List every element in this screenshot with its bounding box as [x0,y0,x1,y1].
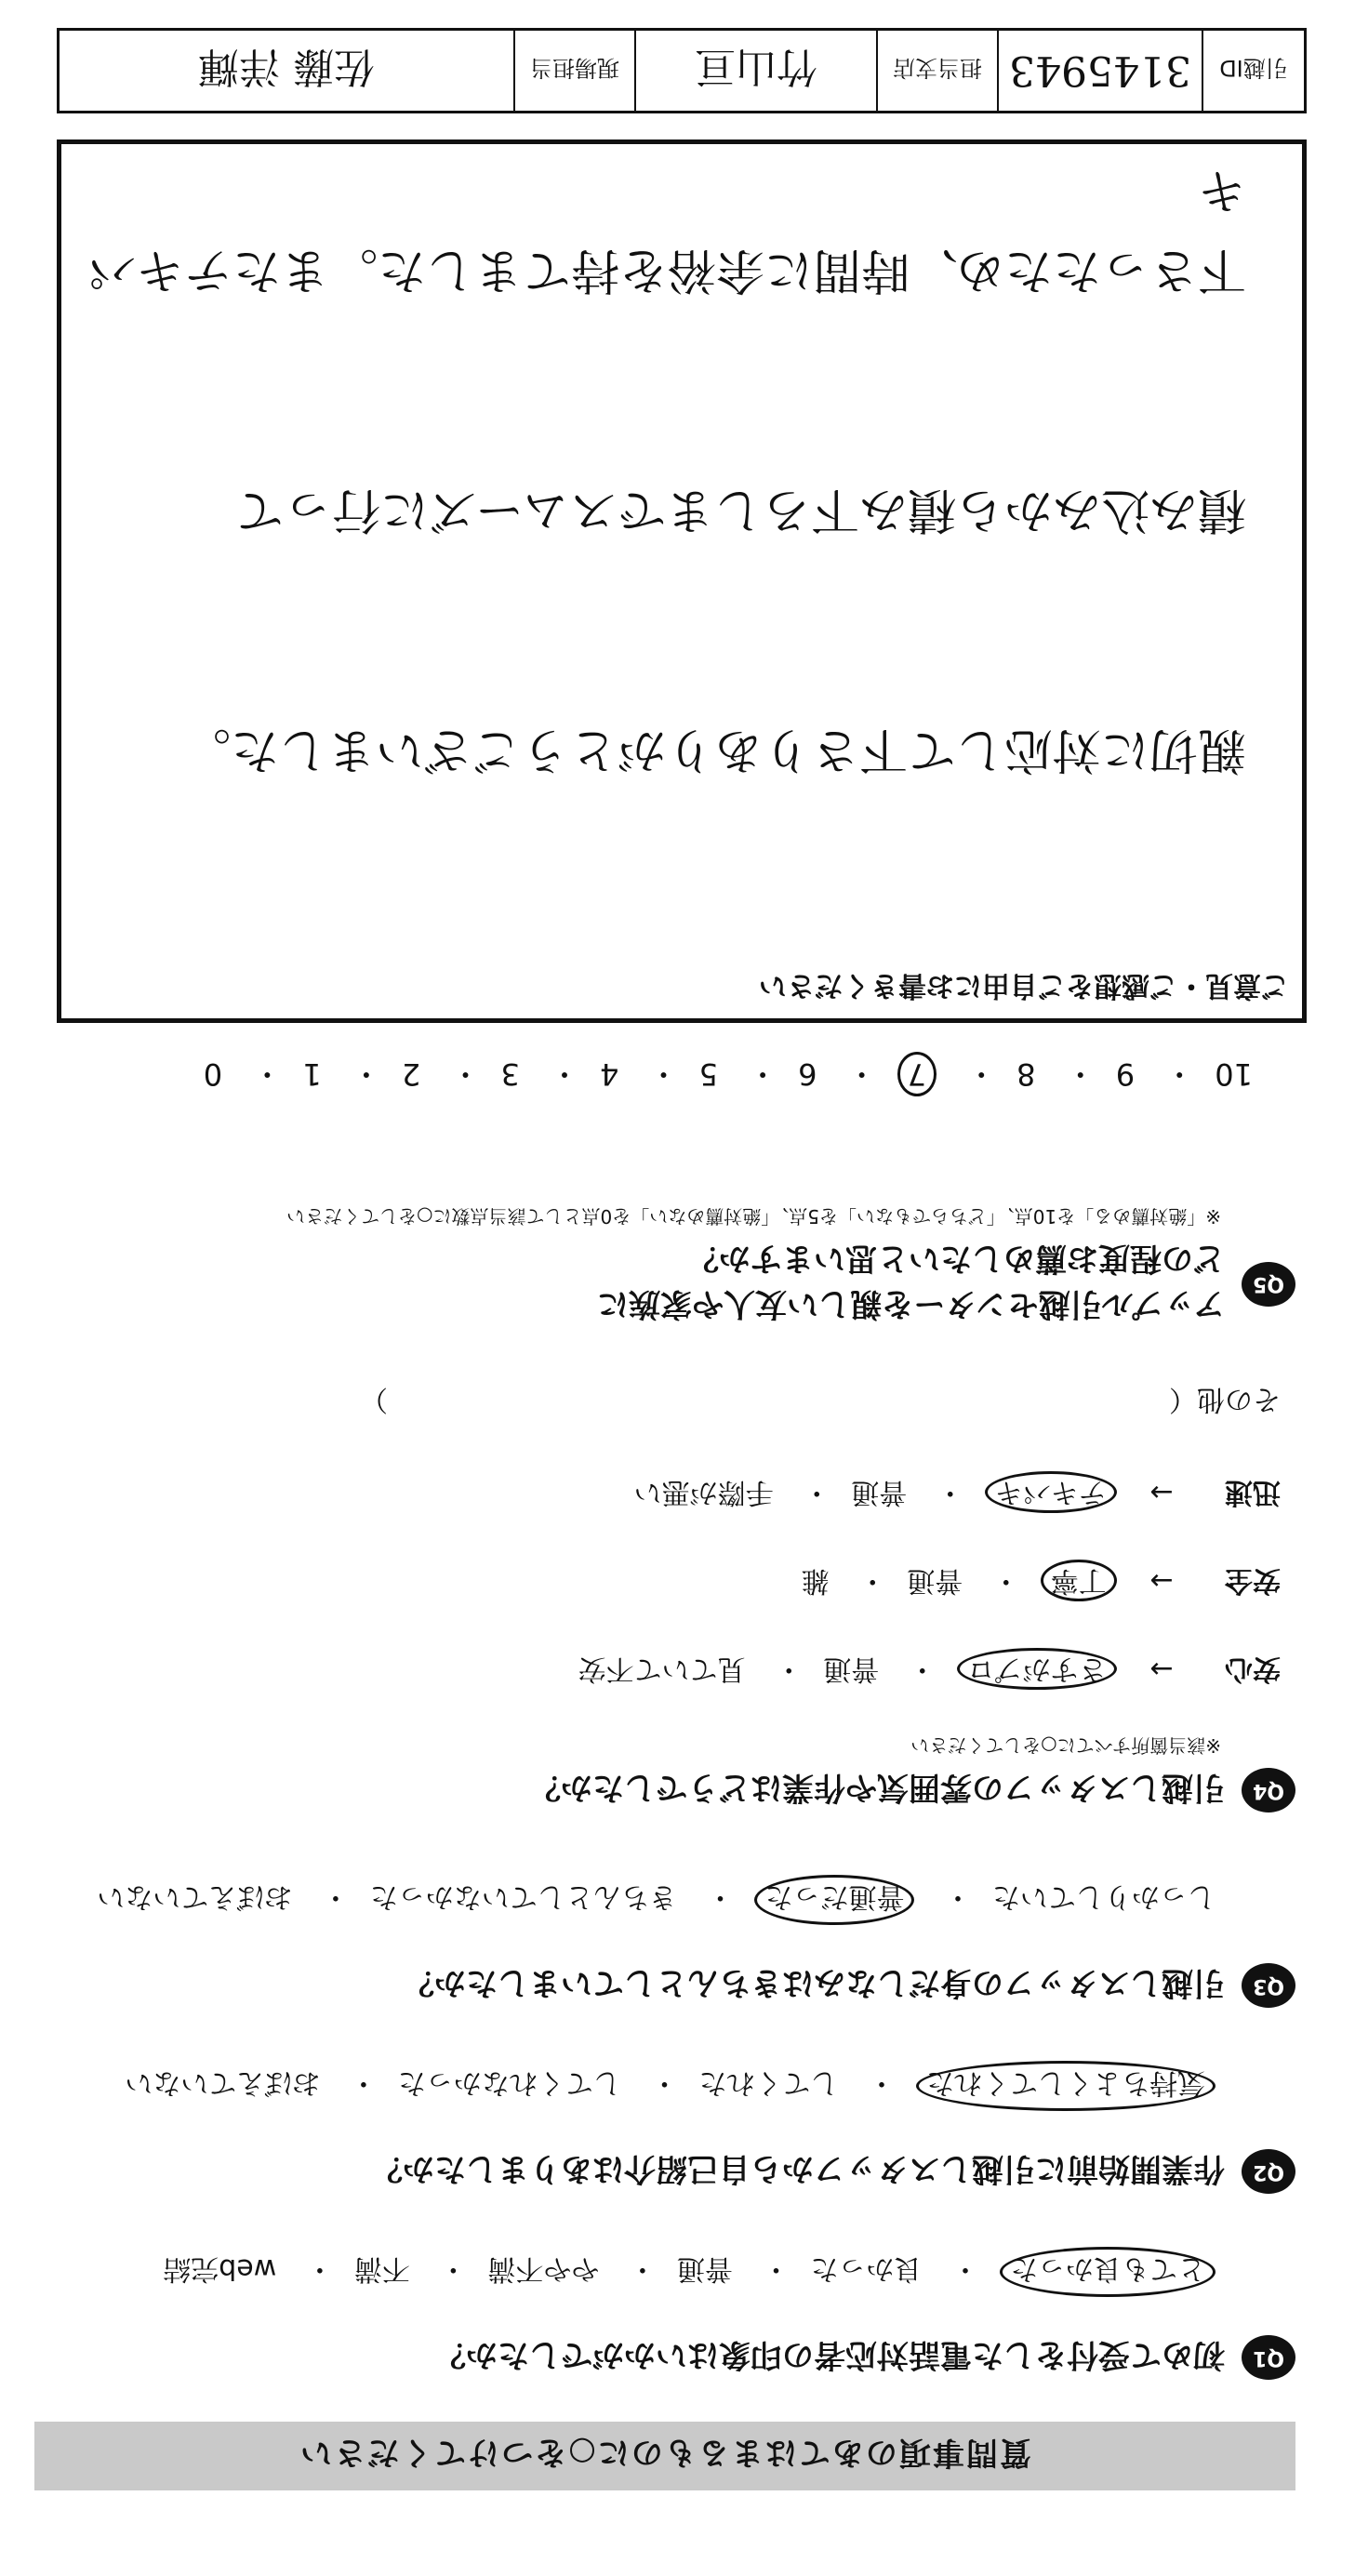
score[interactable]: 10 [1215,1056,1253,1092]
q4-row-jinsoku: 迅速 → テキパキ・ 普通・ 手際が悪い [634,1475,1281,1516]
q1-option[interactable]: やや不満 [487,2252,600,2285]
q1-option[interactable]: 良かった [810,2252,923,2285]
q5-note: ※「絶対薦める」を10点、「どちらでもない」を5点、「絶対薦めない」を0点として該当点数に○をしてください [286,1205,1221,1228]
comment-line: 下さったため、時間に余裕を持てました。またテキパキ [87,162,1246,298]
q4-option[interactable]: 普通 [907,1564,963,1597]
question-5 [34,1204,1295,1330]
label-staff: 現場担当 [513,31,634,111]
q3-options: しっかりしていた・ 普通だった・ きちんとしていなかった・ おぼえていない [97,1875,1216,1925]
instruction-banner: 質問事項のあてはまるものに○をつけてください [34,2422,1295,2490]
score[interactable]: 2 [401,1056,421,1092]
q5-scale: 10・ 9・ 8・ 7・ 6・ 5・ 4・ 3・ 2・ 1・ 0 [204,1055,1253,1097]
q4-row-anshin: 安心 → さすがプロ・ 普通・ 見ていて不安 [578,1652,1281,1693]
meta-table [57,28,1307,113]
q4-option[interactable]: さすがプロ [957,1648,1117,1690]
q5-text: アップル引越センターを親しい友人や家族に [597,1285,1225,1322]
score[interactable]: 0 [203,1056,223,1092]
score[interactable]: 8 [1016,1056,1036,1092]
comments-heading: ご意見・ご感想をご自由にお書きください [759,969,1289,1002]
row-label: 迅速 [1225,1476,1281,1508]
q3-option[interactable]: 普通だった [754,1875,914,1925]
q1-options: とても良かった・ 良かった・ 普通・ やや不満・ 不満・ web完結 [163,2247,1216,2297]
score[interactable]: 4 [600,1056,619,1092]
comments-box[interactable] [57,139,1307,1023]
score[interactable]: 3 [500,1056,520,1092]
q5-mark: Q5 [1242,1262,1295,1307]
arrow-icon: → [1149,1653,1174,1685]
q3-option[interactable]: おぼえていない [97,1880,293,1913]
score[interactable]: 9 [1115,1056,1136,1092]
q3-mark: Q3 [1242,1964,1295,2009]
comment-line: 積み込みから積み下ろしまでスムーズに行って [235,482,1246,538]
question-1 [34,2335,1295,2381]
value-branch: 竹山亘 [634,31,876,111]
q2-option[interactable]: おぼえていない [125,2066,321,2099]
q1-option[interactable]: web完結 [163,2252,277,2285]
arrow-icon: → [1149,1476,1174,1508]
q4-option[interactable]: 見ていて不安 [578,1653,746,1685]
row-label: 安心 [1225,1653,1281,1685]
q4-other[interactable]: その他（ ） [360,1383,1281,1415]
q4-row-anzen: 安全 → 丁寧・ 普通・ 雑 [802,1563,1281,1604]
q3-text: 引越しスタッフの身だしなみはきちんとしていましたか？ [403,1964,1225,2001]
question-4 [34,1733,1295,1813]
q4-option[interactable]: 普通 [851,1476,908,1508]
label-move-id: 引越ID [1202,31,1304,111]
question-2 [34,2149,1295,2195]
q4-option[interactable]: 丁寧 [1041,1560,1117,1601]
value-staff: 佐藤 洋輝 [198,43,375,90]
q4-mark: Q4 [1242,1769,1295,1813]
q3-option[interactable]: きちんとしていなかった [369,1880,677,1913]
comments-text [61,0,1246,949]
q4-note: ※該当箇所すべてに○をしてください [910,1734,1221,1757]
q2-options: 気持ちよくしてくれた・ してくれた・ してくれなかった・ おぼえていない [125,2061,1216,2111]
q5-text-2: どの程度お薦めしたいと思いますか？ [687,1240,1225,1277]
q1-text: 初めて受付をした電話対応者の印象はいかがでしたか？ [434,2336,1225,2373]
score[interactable]: 5 [698,1056,718,1092]
q4-option[interactable]: テキパキ [985,1471,1117,1513]
value-move-id: 3145943 [997,31,1202,111]
comment-line: 親切に対応して下さりありがとうございました。 [181,722,1246,777]
q1-mark: Q1 [1242,2336,1295,2381]
row-label: 安全 [1225,1564,1281,1597]
q4-option[interactable]: 手際が悪い [633,1476,774,1508]
q1-option[interactable]: 普通 [676,2252,733,2285]
q1-option[interactable]: 不満 [353,2252,410,2285]
score-selected[interactable]: 7 [897,1052,937,1096]
q4-option[interactable]: 普通 [823,1653,880,1685]
score[interactable]: 6 [798,1056,817,1092]
score[interactable]: 1 [302,1056,322,1092]
q2-option[interactable]: 気持ちよくしてくれた [916,2061,1216,2111]
q2-text: 作業開始前に引越しスタッフから自己紹介はありましたか？ [371,2150,1225,2187]
q2-option[interactable]: してくれた [698,2066,839,2099]
q4-text: 引越しスタッフの雰囲気や作業はどうでしたか？ [529,1769,1225,1806]
question-3 [34,1963,1295,2009]
q4-option[interactable]: 雑 [801,1564,830,1597]
label-branch: 担当支店 [876,31,997,111]
q2-mark: Q2 [1242,2150,1295,2195]
arrow-icon: → [1149,1564,1174,1597]
q2-option[interactable]: してくれなかった [397,2066,621,2099]
q3-option[interactable]: しっかりしていた [992,1880,1216,1913]
q1-option[interactable]: とても良かった [1000,2247,1216,2297]
